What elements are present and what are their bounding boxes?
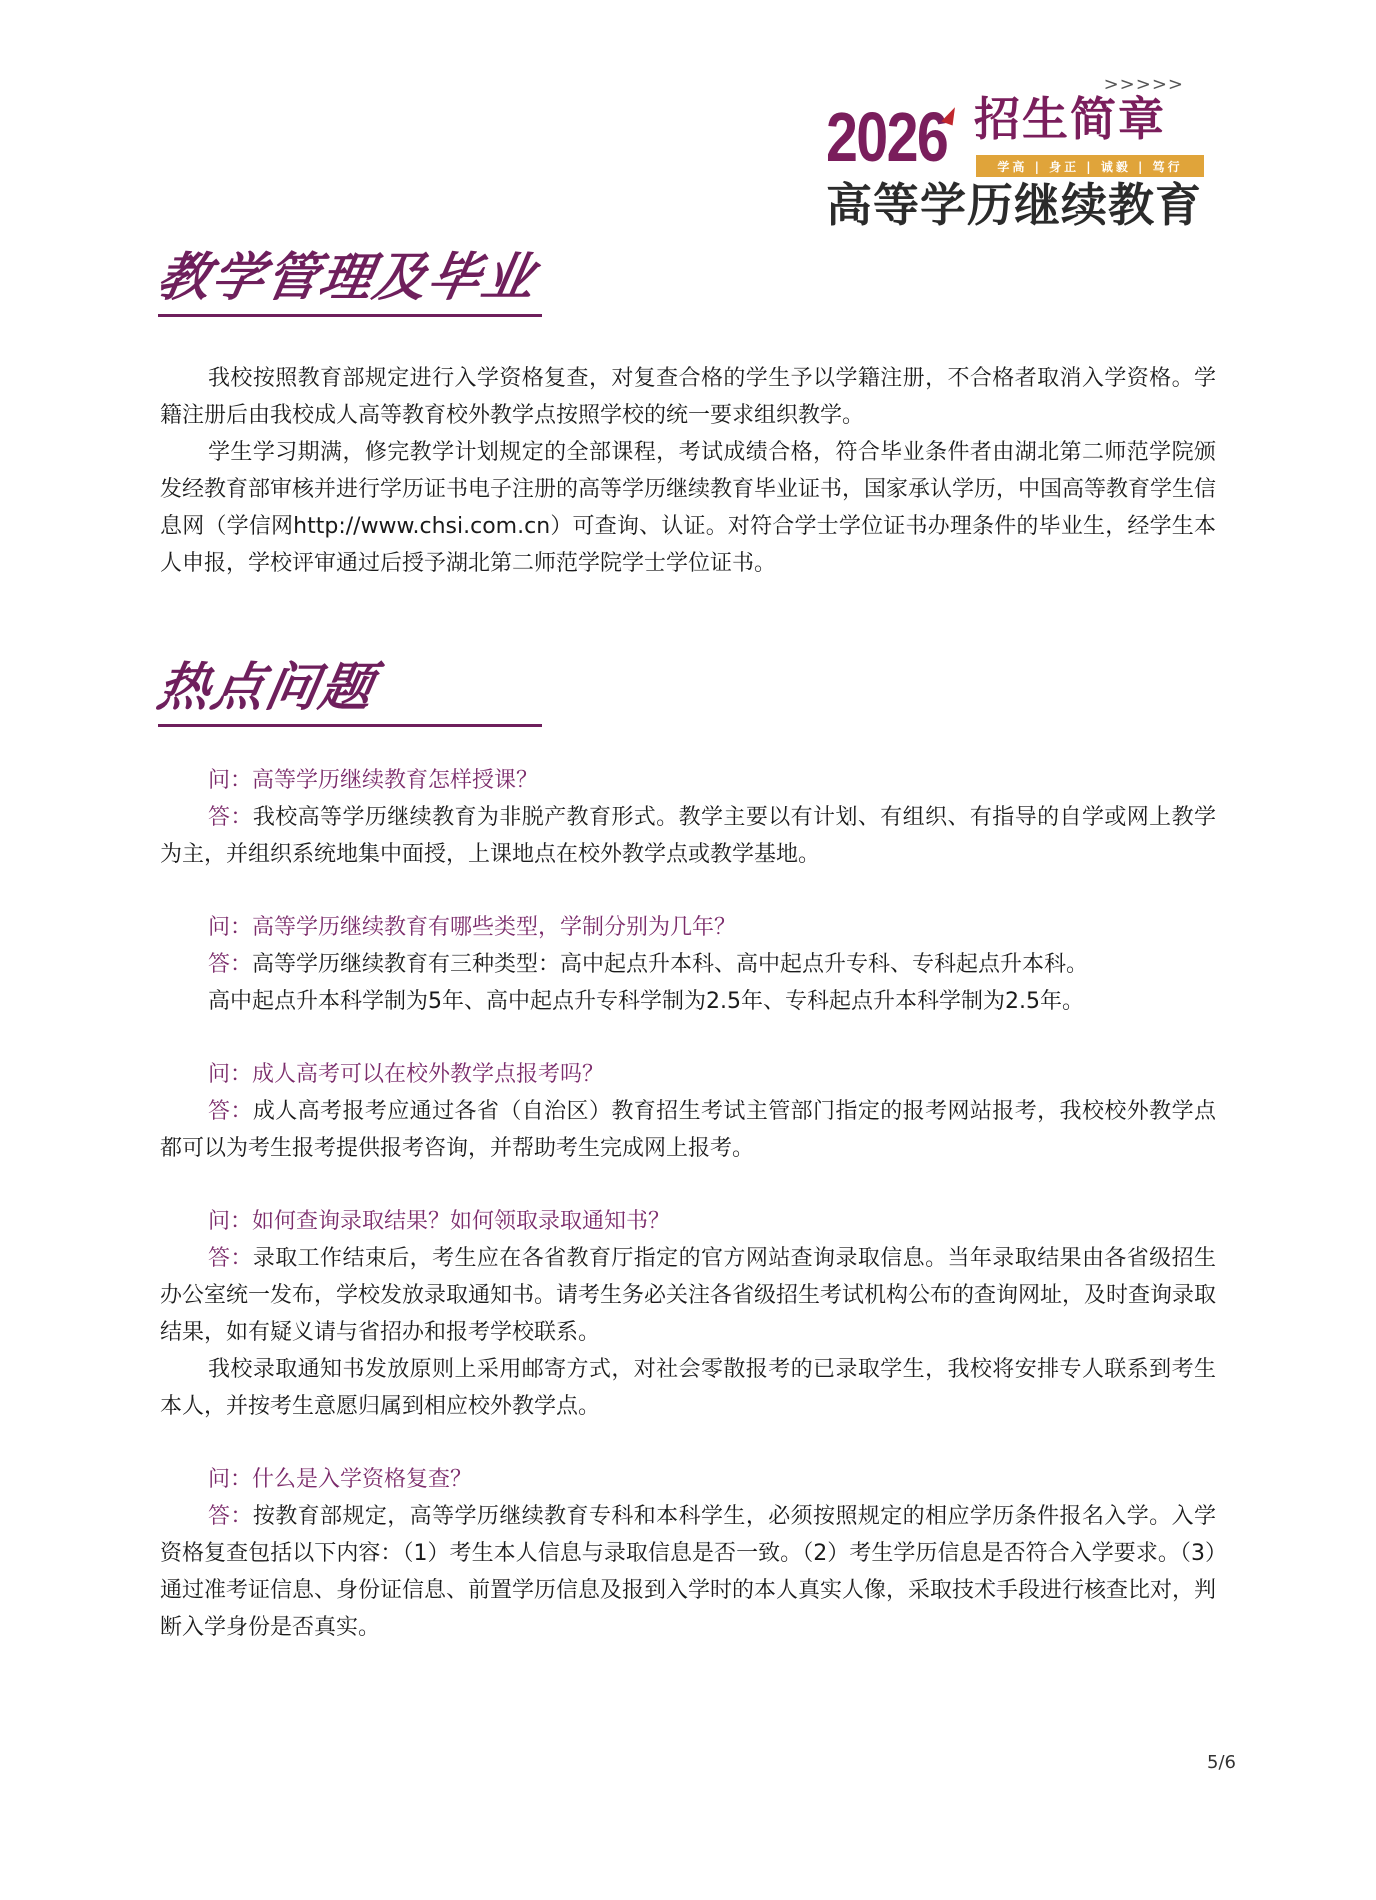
answer-label: 答： bbox=[208, 805, 253, 830]
question: 问：高等学历继续教育有哪些类型，学制分别为几年？ bbox=[208, 915, 737, 940]
section-body-teaching bbox=[160, 360, 1216, 582]
answer-text: 按教育部规定，高等学历继续教育专科和本科学生，必须按照规定的相应学历条件报名入学。入学资格复查包括以下内容：（1）考生本人信息与录取信息是否一致。（2）考生学历信息是否符合入学要求。（3）通过准考证信息、身份证信息、前置学历信息及报到入学时的本人真实人像，采取技术手段进行核查比对，判断入学身份是否真实。 bbox=[160, 1504, 1217, 1640]
answer bbox=[160, 946, 1216, 983]
answer-text: 成人高考报考应通过各省（自治区）教育招生考试主管部门指定的报考网站报考，我校校外教学点都可以为考生报考提供报考咨询，并帮助考生完成网上报考。 bbox=[160, 1099, 1216, 1161]
answer-text: 我校高等学历继续教育为非脱产教育形式。教学主要以有计划、有组织、有指导的自学或网上教学为主，并组织系统地集中面授，上课地点在校外教学点或教学基地。 bbox=[160, 805, 1216, 867]
section-title-teaching: 教学管理及毕业 bbox=[152, 247, 542, 308]
question: 问：什么是入学资格复查？ bbox=[208, 1467, 473, 1492]
answer-continuation: 高中起点升本科学制为5年、高中起点升专科学制为2.5年、专科起点升本科学制为2.5年。 bbox=[208, 989, 1084, 1014]
page-number: 5/6 bbox=[1207, 1752, 1236, 1773]
answer-label: 答： bbox=[208, 952, 253, 977]
answer-text: 高等学历继续教育有三种类型：高中起点升本科、高中起点升专科、专科起点升本科。 bbox=[252, 952, 1089, 977]
qa-item bbox=[160, 1203, 1216, 1425]
question: 问：高等学历继续教育怎样授课？ bbox=[208, 768, 539, 793]
section-rule-hot-questions bbox=[158, 724, 542, 727]
answer bbox=[160, 799, 1216, 873]
motto-banner bbox=[976, 155, 1204, 177]
answer-label: 答： bbox=[208, 1099, 253, 1124]
answer bbox=[160, 1240, 1216, 1351]
paragraph: 我校按照教育部规定进行入学资格复查，对复查合格的学生予以学籍注册，不合格者取消入学资格。学籍注册后由我校成人高等教育校外教学点按照学校的统一要求组织教学。 bbox=[160, 366, 1216, 428]
paragraph: 学生学习期满，修完教学计划规定的全部课程，考试成绩合格，符合毕业条件者由湖北第二师范学院颁发经教育部审核并进行学历证书电子注册的高等学历继续教育毕业证书，国家承认学历，中国高等教育学生信息网（学信网http://www.chsi.com.cn）可查询、认证。对符合学士学位证书办理条件的毕业生，经学生本人申报，学校评审通过后授予湖北第二师范学院学士学位证书。 bbox=[160, 440, 1217, 576]
question: 问：如何查询录取结果？如何领取录取通知书？ bbox=[208, 1209, 671, 1234]
answer-continuation: 我校录取通知书发放原则上采用邮寄方式，对社会零散报考的已录取学生，我校将安排专人联系到考生本人，并按考生意愿归属到相应校外教学点。 bbox=[160, 1357, 1216, 1419]
chevron-decoration: >>>>> bbox=[1103, 74, 1184, 95]
year-label: 2026 bbox=[826, 98, 948, 176]
section-rule-teaching bbox=[158, 314, 542, 317]
answer-text: 录取工作结束后，考生应在各省教育厅指定的官方网站查询录取信息。当年录取结果由各省级招生办公室统一发布，学校发放录取通知书。请考生务必关注各省级招生考试机构公布的查询网址，及时查询录取结果，如有疑义请与省招办和报考学校联系。 bbox=[160, 1246, 1217, 1345]
brochure-subtitle: 高等学历继续教育 bbox=[826, 178, 1202, 232]
qa-item bbox=[160, 1056, 1216, 1167]
qa-item bbox=[160, 762, 1216, 873]
qa-list bbox=[160, 762, 1216, 1682]
qa-item bbox=[160, 1461, 1216, 1646]
answer-label: 答： bbox=[208, 1246, 253, 1271]
answer bbox=[160, 1093, 1216, 1167]
question: 问：成人高考可以在校外教学点报考吗？ bbox=[208, 1062, 605, 1087]
answer-label: 答： bbox=[208, 1504, 253, 1529]
brochure-title: 招生简章 bbox=[974, 92, 1166, 146]
answer bbox=[160, 1498, 1216, 1646]
section-title-hot-questions: 热点问题 bbox=[152, 657, 380, 718]
brochure-header bbox=[826, 70, 1206, 240]
motto-text: 学高 | 身正 | 诚毅 | 笃行 bbox=[997, 159, 1183, 174]
qa-item bbox=[160, 909, 1216, 1020]
